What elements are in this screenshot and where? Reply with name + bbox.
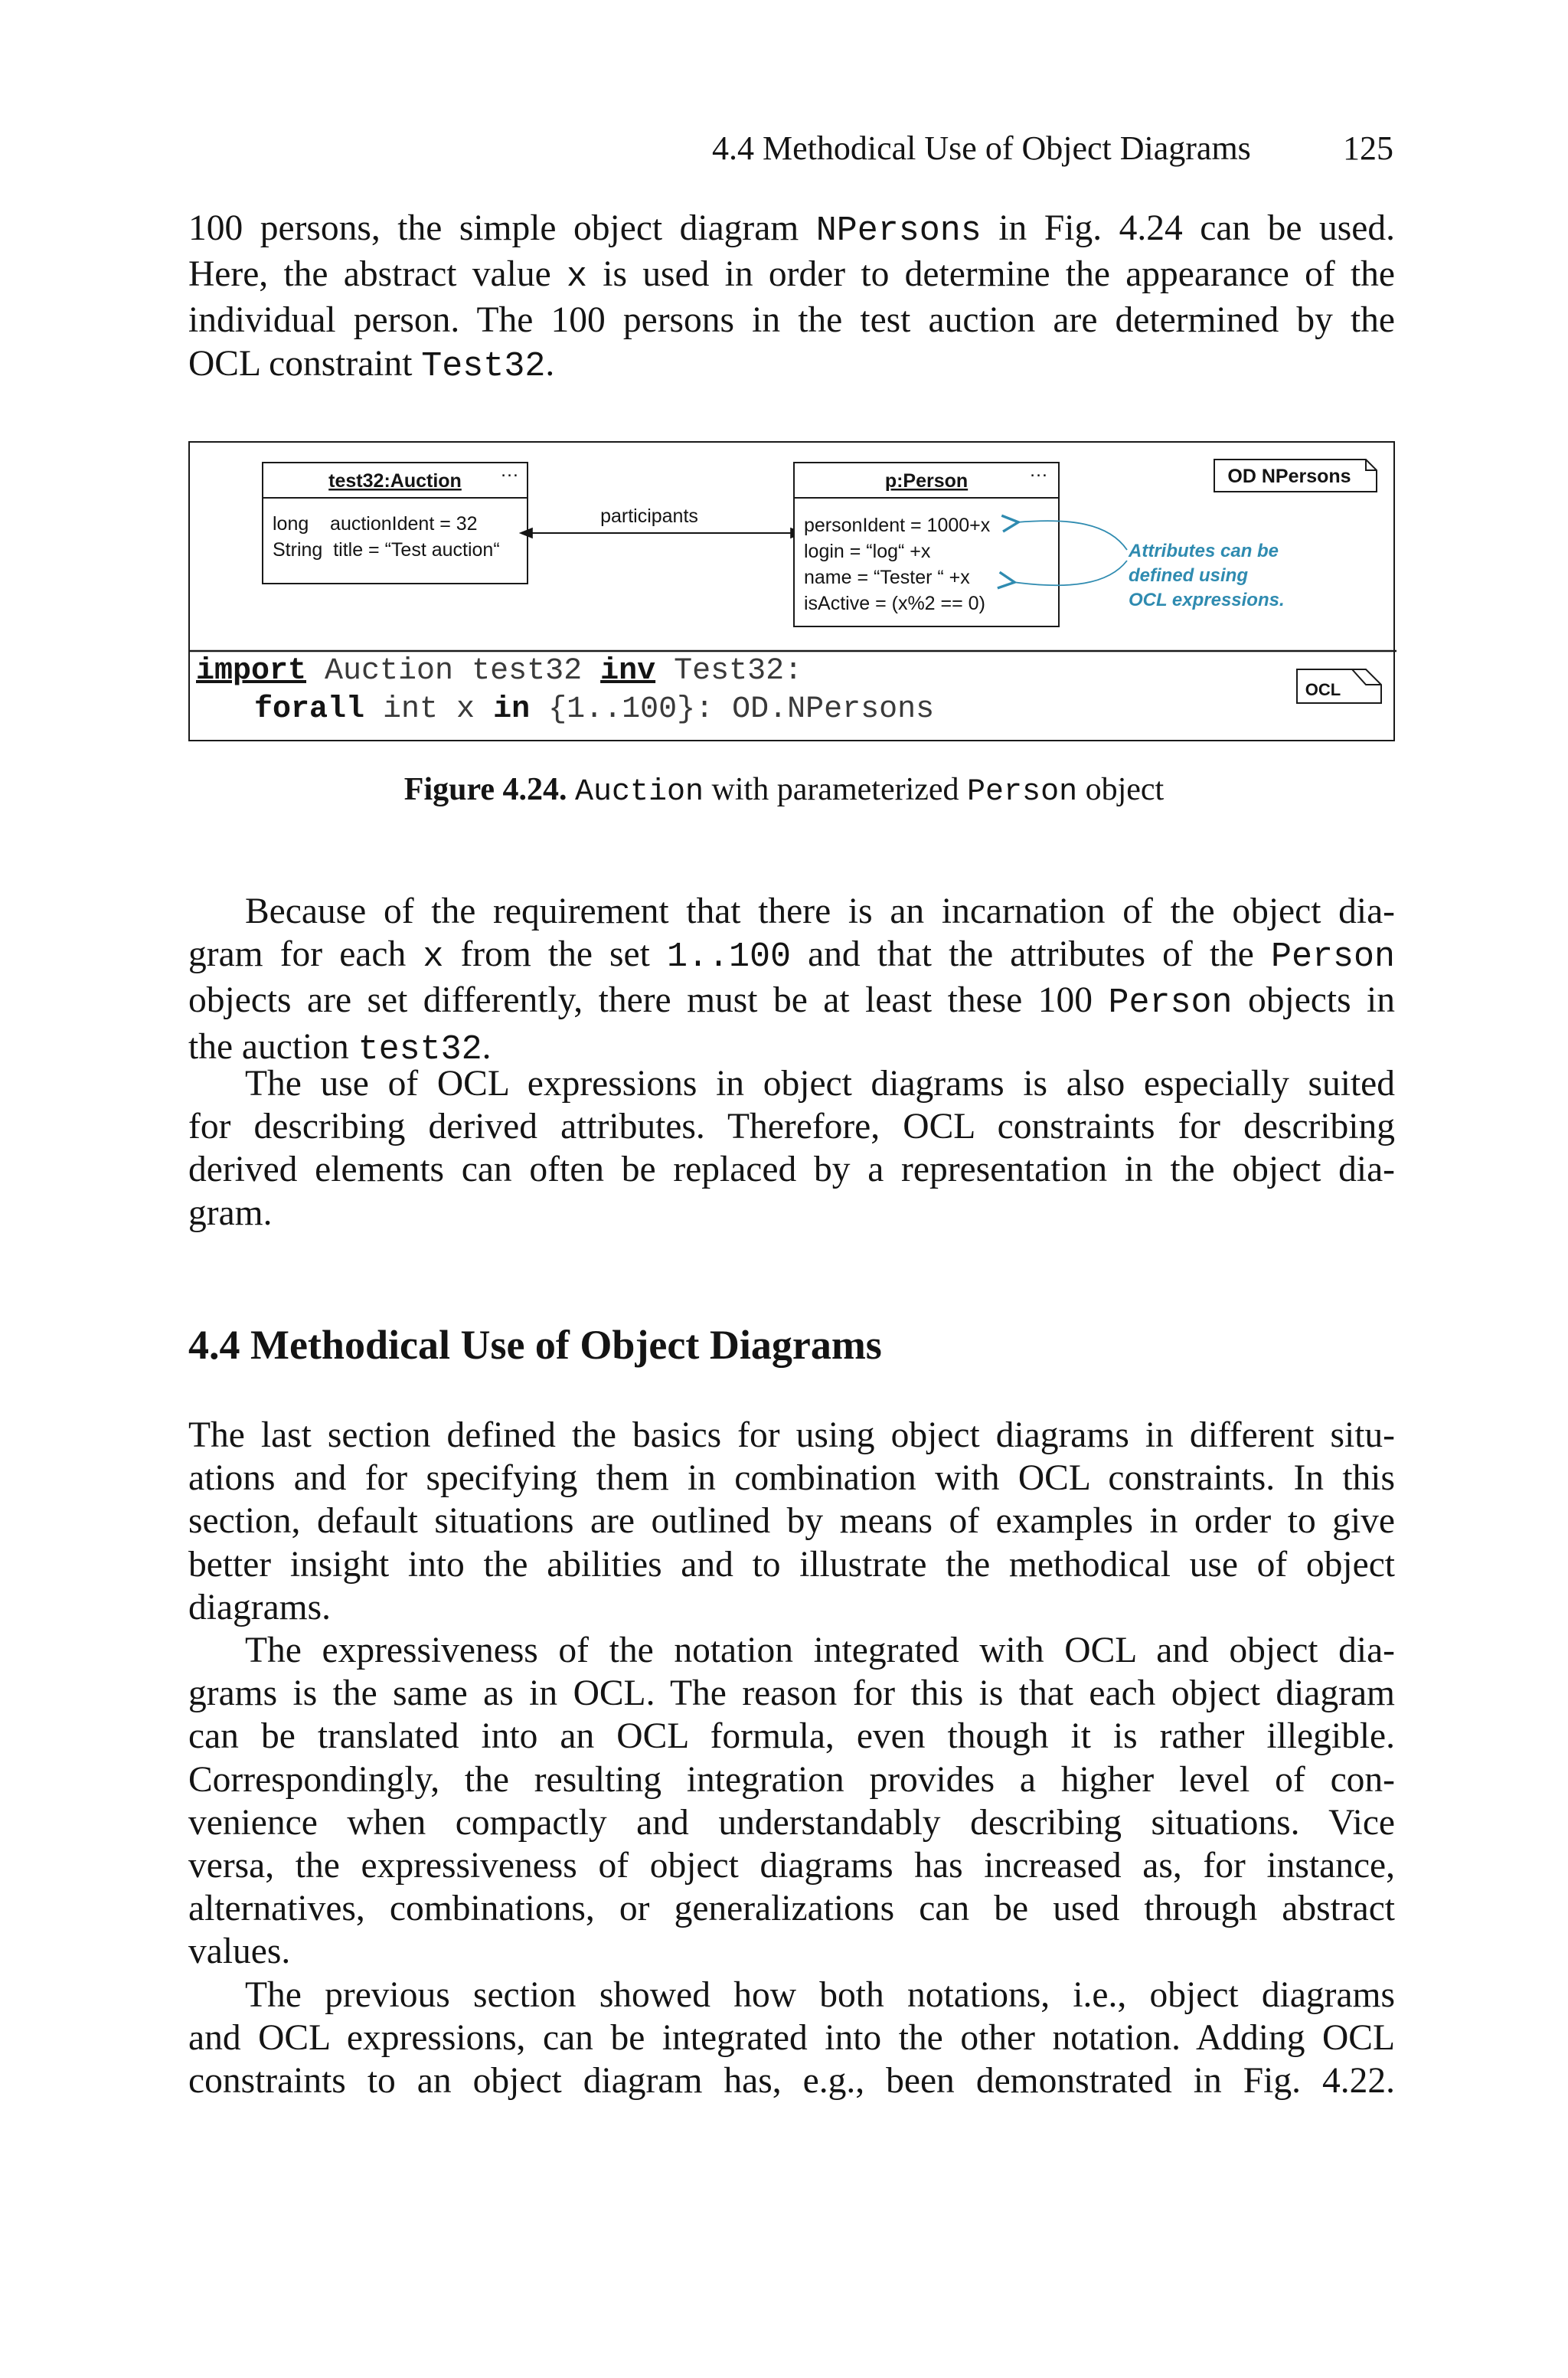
ocl-constraint-code [190, 653, 1393, 729]
participants-label: participants [600, 505, 698, 527]
person-attr-login: login = “log“ +x [804, 541, 931, 562]
text-run: . [482, 1026, 492, 1067]
inline-code: Person [1108, 983, 1233, 1023]
paragraph [188, 1414, 1395, 1629]
diagram-tag [1214, 460, 1377, 492]
text-line: better insight into the abilities and to illustrate the methodical use of object [188, 1544, 1395, 1585]
text-line [188, 253, 1395, 299]
text-run: and that the attributes of the [790, 934, 1271, 975]
text-line [188, 979, 1395, 1025]
figure-4-24 [188, 441, 1395, 741]
text-run: Here, the abstract value [188, 254, 567, 295]
text-line: Correspondingly, the resulting integration provides a higher level of con- [188, 1759, 1395, 1800]
person-attr-active: isActive = (x%2 == 0) [804, 593, 985, 614]
running-title: 4.4 Methodical Use of Object Diagrams [712, 129, 1251, 167]
text-run: object [1077, 772, 1165, 807]
auction-attr-ident: long auctionIdent = 32 [273, 513, 478, 535]
paragraph [188, 1974, 1395, 2103]
note-line-2: defined using [1129, 565, 1248, 586]
section-heading: 4.4 Methodical Use of Object Diagrams [188, 1322, 882, 1368]
text-line: ations and for specifying them in combination with OCL constraints. In this [188, 1458, 1395, 1499]
code-line [190, 653, 1393, 691]
text-run: the auction [188, 1026, 358, 1067]
running-header [712, 129, 1393, 168]
intro-paragraph [188, 207, 1395, 388]
code-text: Auction test32 [306, 654, 601, 689]
text-line: alternatives, combinations, or generalizations can be used through abstract [188, 1889, 1395, 1929]
text-line: venience when compactly and understandably describing situations. Vice [188, 1802, 1395, 1843]
note-line-3: OCL expressions. [1129, 590, 1285, 610]
paragraph [188, 1062, 1395, 1235]
text-line: The use of OCL expressions in object diagrams is also especially suited [245, 1064, 1395, 1104]
inline-code: Test32 [421, 346, 546, 386]
text-run: with parameterized [704, 772, 968, 807]
text-line: derived elements can often be replaced by a representation in the object dia- [188, 1150, 1395, 1190]
text-run: OCL constraint [188, 343, 422, 384]
text-line: values. [188, 1932, 291, 1972]
text-run: objects in [1232, 980, 1396, 1021]
auction-object-title: test32:Auction [328, 470, 462, 492]
inline-code: x [423, 937, 444, 977]
text-run: gram for each [188, 934, 423, 975]
text-line: The expressiveness of the notation integrated with OCL and object dia- [245, 1631, 1395, 1670]
code-keyword: inv [600, 654, 656, 689]
text-line [188, 207, 1395, 253]
code-keyword: forall [254, 692, 365, 727]
person-object-title: p:Person [884, 470, 969, 492]
text-line: constraints to an object diagram has, e.g., been demonstrated in Fig. 4.22. [188, 2061, 1395, 2102]
inline-code: 1..100 [666, 937, 791, 977]
inline-code: Auction [575, 775, 704, 810]
text-run: . [545, 343, 555, 384]
inline-code: Person [967, 775, 1078, 810]
ocl-tag-label: OCL [1305, 680, 1341, 699]
text-run: in Fig. 4.24 can be used. [981, 208, 1395, 248]
auction-object [263, 460, 528, 584]
text-run: is used in order to determine the appearance of the [586, 254, 1395, 295]
page-number: 125 [1343, 129, 1393, 167]
code-text: int x [364, 692, 494, 727]
auction-ellipsis: … [500, 460, 519, 481]
text-line: for describing derived attributes. Therefore, OCL constraints for describing [188, 1107, 1395, 1147]
code-line [190, 691, 1393, 729]
text-line [188, 933, 1395, 979]
paragraph [188, 890, 1395, 1071]
inline-code: Person [1270, 937, 1395, 977]
code-text: {1..100}: OD.NPersons [530, 692, 935, 727]
person-attr-ident: personIdent = 1000+x [804, 515, 991, 536]
code-keyword: in [493, 692, 531, 727]
text-line: and OCL expressions, can be integrated into the other notation. Adding OCL [188, 2018, 1395, 2059]
text-line: can be translated into an OCL formula, even though it is rather illegible. [188, 1716, 1395, 1757]
text-line: diagrams. [188, 1587, 331, 1627]
text-line: gram. [188, 1192, 273, 1233]
person-attr-name: name = “Tester “ +x [804, 567, 970, 588]
code-keyword: import [196, 654, 307, 689]
inline-code: NPersons [815, 211, 982, 250]
text-line: Because of the requirement that there is an incarnation of the object dia- [245, 891, 1395, 931]
inline-code: x [566, 257, 587, 297]
text-line [188, 342, 1395, 388]
text-line: The previous section showed how both notations, i.e., object diagrams [245, 1975, 1395, 2015]
person-object [794, 460, 1059, 626]
person-ellipsis: … [1029, 460, 1048, 481]
text-line: grams is the same as in OCL. The reason for this is that each object diagram [188, 1673, 1395, 1714]
text-run: from the set [443, 934, 667, 975]
diagram-tag-label: OD NPersons [1227, 466, 1351, 487]
text-line: individual person. The 100 persons in the test auction are determined by the [188, 300, 1395, 341]
text-line: section, default situations are outlined by means of examples in order to give [188, 1501, 1395, 1542]
text-line: The last section defined the basics for using object diagrams in different situ- [188, 1415, 1395, 1455]
code-text: Test32: [655, 654, 803, 689]
figure-caption [0, 770, 1568, 812]
caption-label: Figure 4.24. [403, 772, 567, 807]
text-run: 100 persons, the simple object diagram [188, 208, 816, 248]
auction-attr-title: String title = “Test auction“ [273, 539, 500, 561]
text-line: versa, the expressiveness of object diagrams has increased as, for instance, [188, 1846, 1395, 1886]
note-line-1: Attributes can be [1129, 541, 1279, 561]
inline-code: test32 [358, 1029, 482, 1069]
text-run: objects are set differently, there must be at least these 100 [188, 980, 1109, 1021]
paragraph [188, 1629, 1395, 1974]
